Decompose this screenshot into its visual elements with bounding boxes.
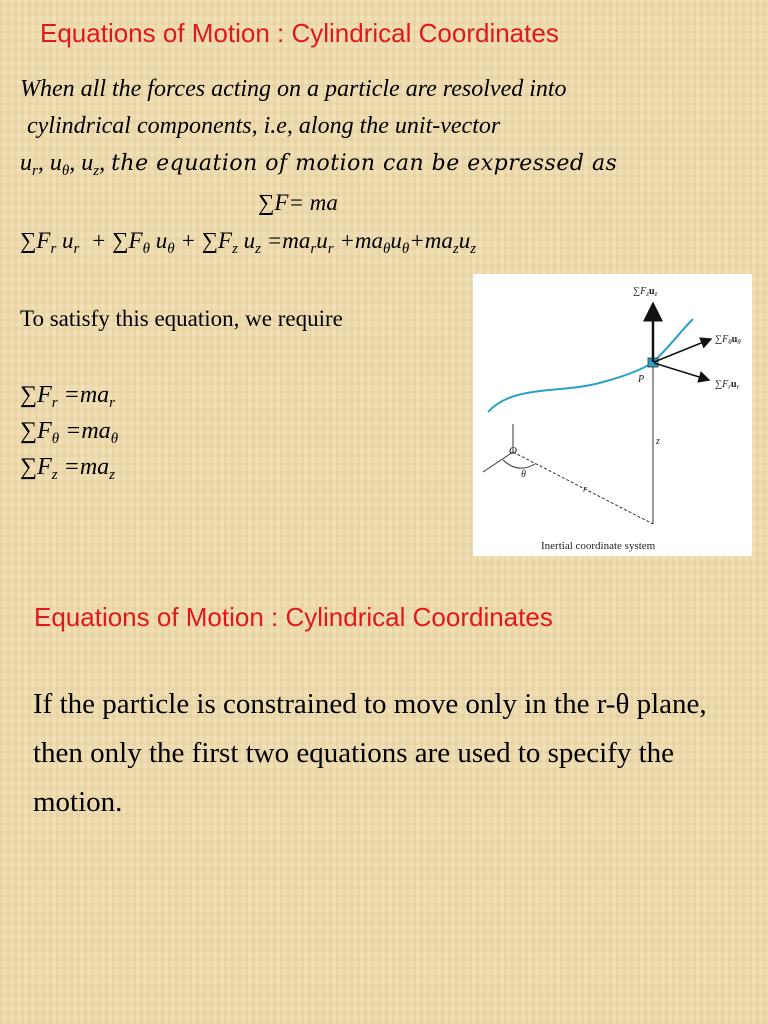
label-r: r — [583, 484, 587, 495]
equation-theta: $\sum F_\theta =ma_\theta$ — [20, 418, 119, 447]
label-force-r: $\sum F_ru_r$ — [715, 379, 740, 391]
coordinate-diagram — [473, 274, 752, 556]
coordinate-figure — [473, 274, 752, 556]
slide-title-2: Equations of Motion : Cylindrical Coordinates — [34, 602, 553, 632]
label-force-z: $\sum F_zu_z$ — [633, 286, 658, 298]
equation-main: ∑F= ma — [258, 190, 338, 215]
intro-line-3-tail: the equation of motion can be expressed as — [111, 151, 618, 176]
label-origin: O — [509, 445, 517, 457]
label-force-theta: $\sum F_\theta u_\theta$ — [715, 334, 741, 346]
constraint-paragraph: If the particle is constrained to move only in the r-θ plane, then only the first two equations are used to specify the motion. — [33, 688, 707, 818]
unit-vector-symbols: $u_r$, $u_\theta$, $u_z$, — [20, 150, 112, 179]
slide-title: Equations of Motion : Cylindrical Coordinates — [40, 18, 559, 48]
label-z: z — [656, 436, 660, 447]
force-r-arrow — [654, 363, 709, 380]
label-theta: θ — [521, 469, 526, 480]
intro-line-1: When all the forces acting on a particle are resolved into — [20, 76, 567, 102]
intro-line-2: cylindrical components, i.e, along the unit-vector — [27, 113, 501, 139]
unit-vector-line — [20, 150, 617, 180]
label-point: P — [638, 374, 645, 385]
require-text: To satisfy this equation, we require — [20, 306, 343, 331]
theta-arc — [503, 460, 535, 468]
figure-caption: Inertial coordinate system — [541, 540, 656, 552]
equation-z: $\sum F_z =ma_z$ — [20, 454, 115, 483]
equation-expanded: $\sum F_r$ $u_r + \sum F_\theta$ $u_\theta + \sum F_z$ $u_z =ma_ru_r +ma_\theta u_\theta+ma_zu_z$ — [20, 228, 477, 257]
equation-r: $\sum F_r =ma_r$ — [20, 382, 115, 411]
force-theta-arrow — [654, 339, 711, 362]
